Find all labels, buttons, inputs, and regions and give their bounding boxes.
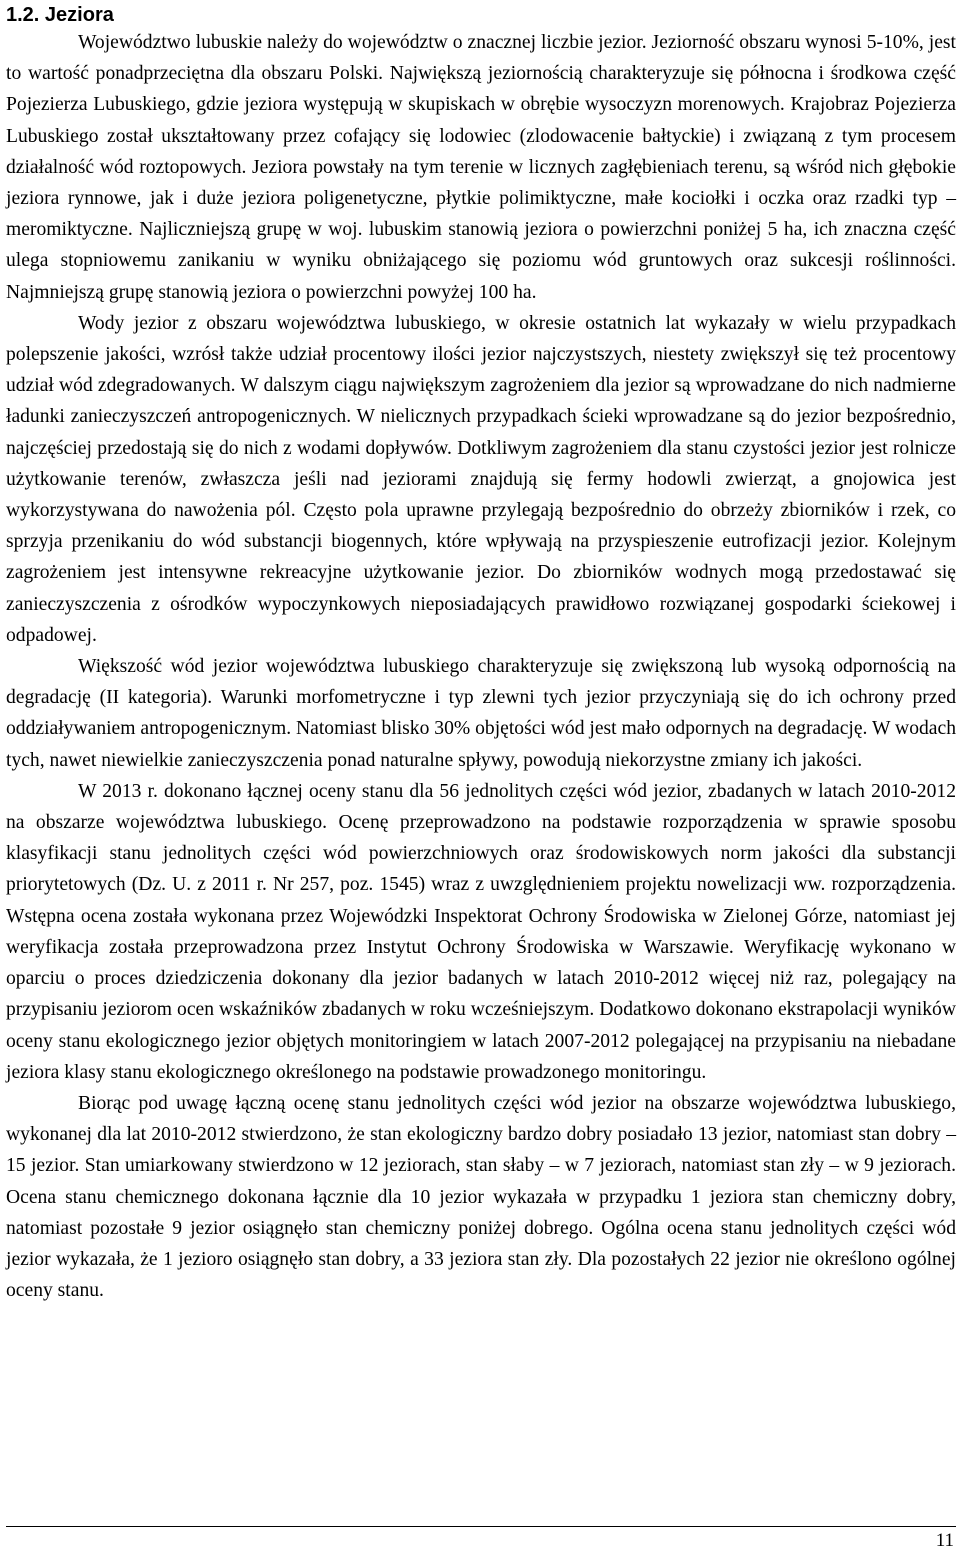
paragraph-5: Biorąc pod uwagę łączną ocenę stanu jednolitych części wód jezior na obszarze województwa lubuskiego, wykonanej dla lat 2010-2012 stwierdzono, że stan ekologiczny bardzo dobry posiadało 13 jezior, natomiast stan dobry – 15 jezior. Stan umiarkowany stwierdzono w 12 jeziorach, stan słaby – w 7 jeziorach, natomiast stan zły – w 9 jeziorach. Ocena stanu chemicznego dokonana łącznie dla 10 jezior wykazała w przypadku 1 jeziora stan chemiczny dobry, natomiast pozostałe 9 jezior osiągnęło stan chemiczny poniżej dobrego. Ogólna ocena stanu jednolitych części wód jezior wykazała, że 1 jezioro osiągnęło stan dobry, a 33 jeziora stan zły. Dla pozostałych 22 jezior nie określono ogólnej oceny stanu. [6, 1092, 956, 1302]
section-number: 1.2. [6, 4, 40, 26]
paragraph-1: Województwo lubuskie należy do województw o znacznej liczbie jezior. Jeziorność obszaru wynosi 5-10%, jest to wartość ponadprzeciętna dla obszaru Polski. Największą jeziornością charakteryzuje się północna i środkowa część Pojezierza Lubuskiego, gdzie jeziora występują w skupiskach w obrębie wysoczyzn morenowych. Krajobraz Pojezierza Lubuskiego został ukształtowany przez cofający się lodowiec (zlodowacenie bałtyckie) i związaną z tym procesem działalność wód roztopowych. Jeziora powstały na tym terenie w licznych zagłębieniach terenu, są wśród nich głębokie jeziora rynnowe, jak i duże jeziora poligenetyczne, płytkie polimiktyczne, małe kociołki i oczka oraz rzadki typ – meromiktyczne. Najliczniejszą grupę w woj. lubuskim stanowią jeziora o powierzchni poniżej 5 ha, ich znaczna część ulega stopniowemu zanikaniu w wyniku obniżającego się poziomu wód gruntowych oraz sukcesji roślinności. Najmniejszą grupę stanowią jeziora o powierzchni powyżej 100 ha. [6, 32, 956, 303]
document-page [6, 0, 956, 1306]
paragraph-3: Większość wód jezior województwa lubuskiego charakteryzuje się zwiększoną lub wysoką odpornością na degradację (II kategoria). Warunki morfometryczne i typ zlewni tych jezior przyczyniają się do ich ochrony przed oddziaływaniem antropogenicznym. Natomiast blisko 30% objętości wód jest mało odpornych na degradację. W wodach tych, nawet niewielkie zanieczyszczenia ponad naturalne spływy, powodują niekorzystne zmiany ich jakości. [6, 656, 956, 771]
paragraph-4: W 2013 r. dokonano łącznej oceny stanu dla 56 jednolitych części wód jezior, zbadanych w latach 2010-2012 na obszarze województwa lubuskiego. Ocenę przeprowadzono na podstawie rozporządzenia w sprawie sposobu klasyfikacji stanu jednolitych części wód powierzchniowych oraz środowiskowych norm jakości dla substancji priorytetowych (Dz. U. z 2011 r. Nr 257, poz. 1545) wraz z uwzględnieniem projektu nowelizacji ww. rozporządzenia. Wstępna ocena została wykonana przez Wojewódzki Inspektorat Ochrony Środowiska w Zielonej Górze, natomiast jej weryfikacja została przeprowadzona przez Instytut Ochrony Środowiska w Warszawie. Weryfikację wykonano w oparciu o proces dziedziczenia dokonany dla jezior badanych w latach 2010-2012 więcej niż raz, polegający na przypisaniu jeziorom ocen wskaźników zbadanych w roku wcześniejszym. Dodatkowo dokonano ekstrapolacji wyników oceny stanu ekologicznego jezior objętych monitoringiem w latach 2007-2012 polegającej na przypisaniu na niebadane jeziora klasy stanu ekologicznego określonego na podstawie prowadzonego monitoringu. [6, 780, 956, 1083]
page-number: 11 [935, 1530, 954, 1551]
footer-divider [6, 1526, 956, 1527]
section-title: Jeziora [44, 4, 114, 26]
section-heading [6, 0, 956, 28]
paragraph-2: Wody jezior z obszaru województwa lubuskiego, w okresie ostatnich lat wykazały w wielu przypadkach polepszenie jakości, wzrósł także udział procentowy ilości jezior najczystszych, niestety zwiększył się też procentowy udział wód zdegradowanych. W dalszym ciągu największym zagrożeniem dla jezior są wprowadzane do nich nadmierne ładunki zanieczyszczeń antropogenicznych. W nielicznych przypadkach ścieki wprowadzane są do jezior bezpośrednio, najczęściej przedostają się do nich z wodami dopływów. Dotkliwym zagrożeniem dla stanu czystości jezior jest rolnicze użytkowanie terenów, zwłaszcza jeśli nad jeziorami znajdują się fermy hodowli zwierząt, a gnojowica jest wykorzystywana do nawożenia pól. Często pola uprawne przylegają bezpośrednio do obrzeży zbiorników i rzek, co sprzyja przenikaniu do wód substancji biogennych, które wpływają na przyspieszenie eutrofizacji jezior. Kolejnym zagrożeniem jest intensywne rekreacyjne użytkowanie jezior. Do zbiorników wodnych mogą przedostawać się zanieczyszczenia z ośrodków wypoczynkowych nieposiadających prawidłowo rozwiązanej gospodarki ściekowej i odpadowej. [6, 312, 956, 646]
